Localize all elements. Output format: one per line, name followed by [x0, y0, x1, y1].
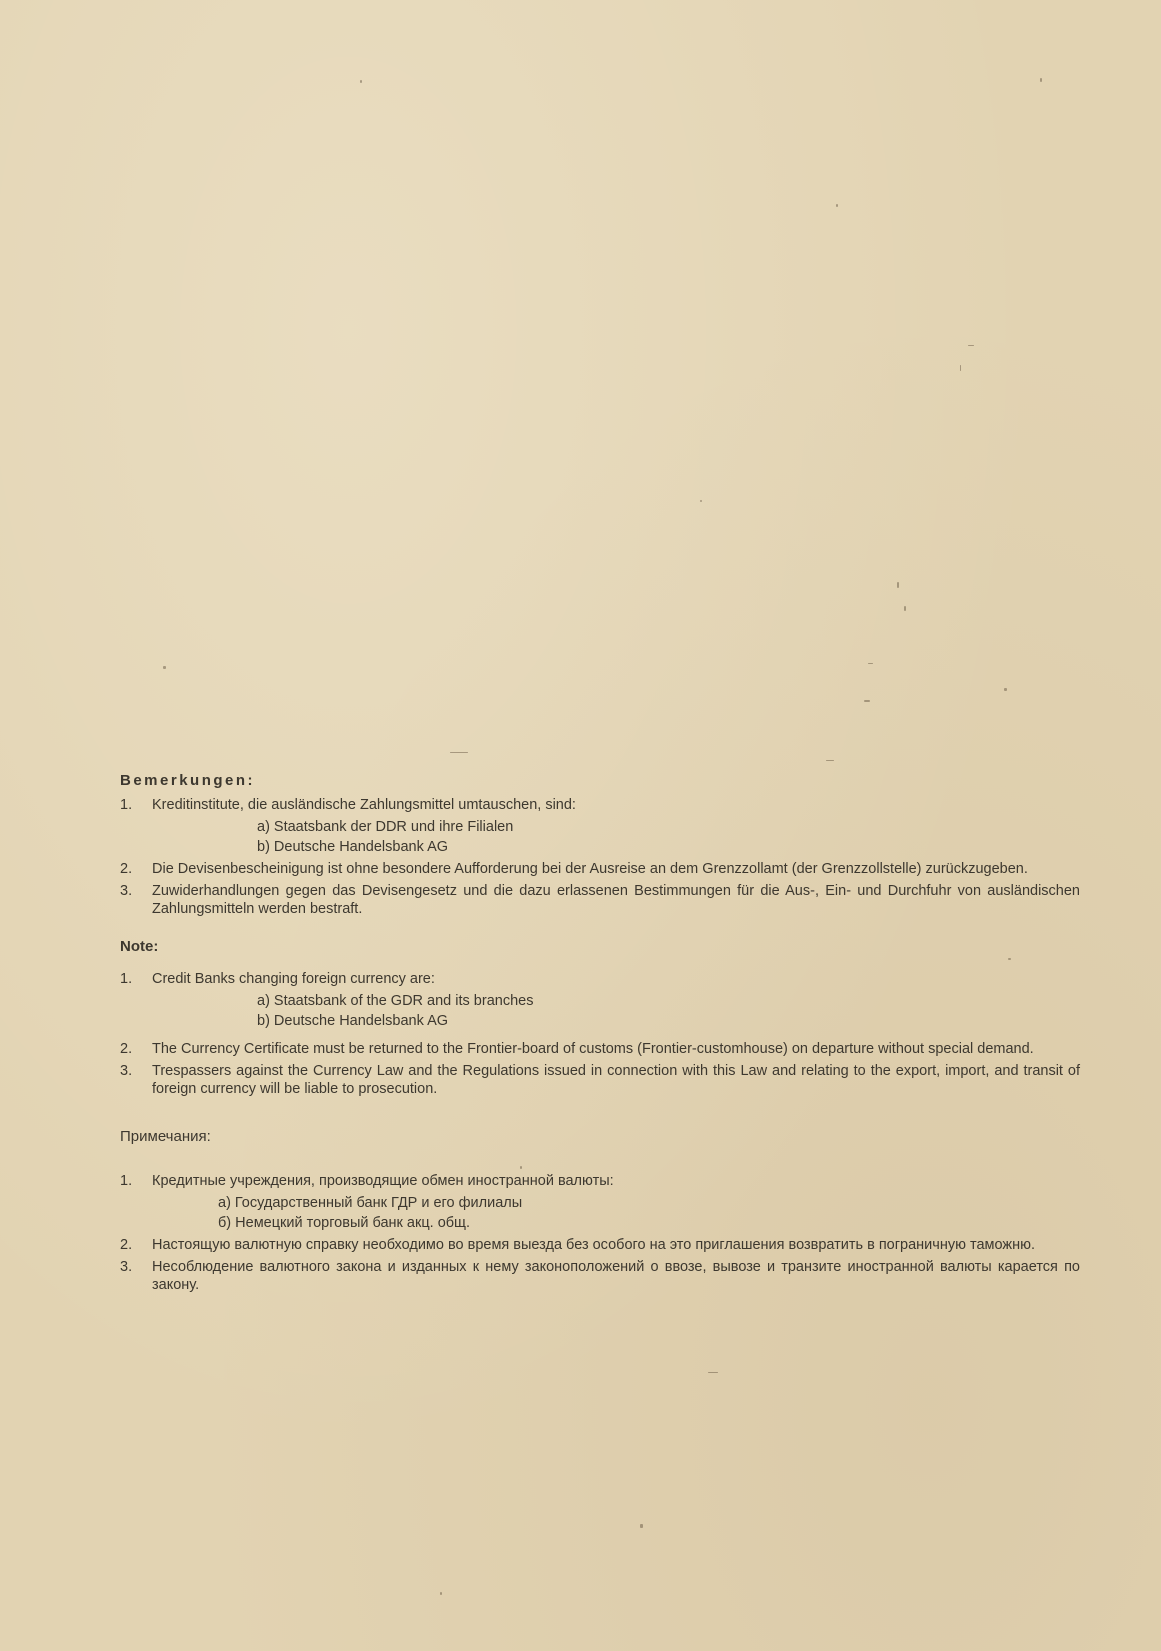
list-item [120, 1040, 1080, 1058]
russian-list [120, 1172, 1080, 1294]
paper-fleck [960, 365, 961, 371]
remarks-document [120, 772, 1080, 1314]
item-number: 1. [120, 1173, 133, 1189]
paper-fleck [700, 500, 702, 502]
item-text: Credit Banks changing foreign currency are: [152, 971, 435, 987]
item-text: Kreditinstitute, die ausländische Zahlungsmittel umtauschen, sind: [152, 797, 576, 813]
paper-fleck [360, 80, 362, 83]
item-number: 3. [120, 883, 133, 899]
paper-fleck [897, 582, 899, 588]
sub-item: а) Государственный банк ГДР и его филиалы [218, 1195, 523, 1211]
paper-fleck [1004, 688, 1007, 691]
sub-item: б) Немецкий торговый банк акц. общ. [218, 1215, 471, 1231]
list-item [120, 1236, 1080, 1254]
list-item [120, 1172, 1080, 1232]
item-number: 1. [120, 971, 133, 987]
sub-item: a) Staatsbank der DDR und ihre Filialen [257, 819, 514, 835]
paper-fleck [450, 752, 468, 753]
item-text: Trespassers against the Currency Law and the Regulations issued in connection with this Law and relating to the export, import, and transit of foreign currency will be liable to prosecution. [152, 1063, 1080, 1097]
paper-fleck [708, 1372, 718, 1373]
list-item [120, 970, 1080, 1030]
item-number: 2. [120, 1237, 133, 1253]
list-item [120, 796, 1080, 856]
item-text: Die Devisenbescheinigung ist ohne besondere Aufforderung bei der Ausreise an dem Grenzzollamt (der Grenzzollstelle) zurückzugeben. [152, 861, 1028, 877]
item-number: 2. [120, 861, 133, 877]
german-section [120, 772, 1080, 918]
paper-fleck [904, 606, 906, 611]
paper-fleck [640, 1524, 643, 1528]
item-text: Несоблюдение валютного закона и изданных к нему законоположений о ввозе, вывозе и транзите иностранной валюты карается по закону. [152, 1259, 1080, 1293]
list-item [120, 882, 1080, 918]
paper-fleck [163, 666, 166, 669]
paper-fleck [868, 663, 873, 664]
paper-fleck [1040, 78, 1042, 82]
paper-fleck [826, 760, 834, 761]
russian-heading: Примечания: [120, 1128, 211, 1145]
english-list [120, 970, 1080, 1098]
list-item [120, 1258, 1080, 1294]
item-text: The Currency Certificate must be returned to the Frontier-board of customs (Frontier-customhouse) on departure without special demand. [152, 1041, 1034, 1057]
list-item [120, 860, 1080, 878]
german-heading: Bemerkungen: [120, 772, 256, 789]
russian-section [120, 1128, 1080, 1294]
english-section [120, 938, 1080, 1098]
paper-fleck [836, 204, 838, 207]
item-number: 3. [120, 1259, 133, 1275]
item-number: 2. [120, 1041, 133, 1057]
paper-fleck [440, 1592, 442, 1595]
sub-item: a) Staatsbank of the GDR and its branches [257, 993, 534, 1009]
item-text: Настоящую валютную справку необходимо во время выезда без особого на это приглашения возвратить в пограничную таможню. [152, 1237, 1036, 1253]
paper-fleck [968, 345, 974, 346]
english-heading: Note: [120, 938, 159, 955]
list-item [120, 1062, 1080, 1098]
paper-fleck [864, 700, 870, 702]
item-number: 1. [120, 797, 133, 813]
german-list [120, 796, 1080, 918]
item-text: Zuwiderhandlungen gegen das Devisengesetz und die dazu erlassenen Bestimmungen für die Aus-, Ein- und Durchfuhr von ausländischen Zahlungsmitteln werden bestraft. [152, 883, 1080, 917]
sub-item: b) Deutsche Handelsbank AG [257, 839, 449, 855]
item-text: Кредитные учреждения, производящие обмен иностранной валюты: [152, 1173, 614, 1189]
item-number: 3. [120, 1063, 133, 1079]
sub-item: b) Deutsche Handelsbank AG [257, 1013, 449, 1029]
